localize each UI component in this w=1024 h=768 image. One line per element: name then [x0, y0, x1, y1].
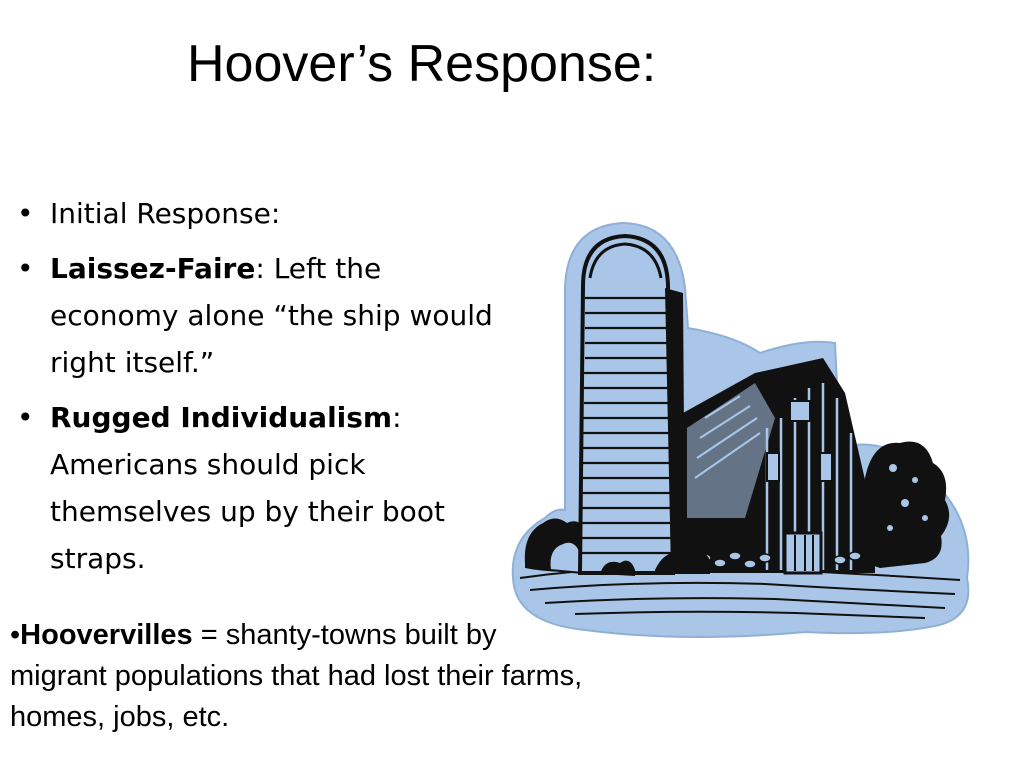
barn-and-silo-icon [505, 218, 975, 643]
bullet-term: Rugged Individualism [50, 401, 393, 434]
bullet-item-laissez-faire [17, 245, 517, 386]
hoovervilles-term: Hoovervilles [20, 619, 193, 651]
hoovervilles-definition: = shanty-towns built by migrant populations that had lost their farms, homes, jobs, etc. [10, 619, 583, 733]
hoovervilles-note [10, 615, 590, 738]
bullet-dot: • [17, 252, 34, 285]
bullet-item-initial-response [17, 190, 517, 237]
bullet-item-rugged-individualism [17, 394, 517, 582]
bullet-text: : Left the economy alone “the ship would right itself.” [50, 252, 493, 379]
bullet-text: : Americans should pick themselves up by their boot straps. [50, 401, 445, 575]
hoovervilles-bullet: • [10, 619, 21, 651]
bullet-dot: • [17, 197, 34, 230]
bullet-dot: • [17, 401, 34, 434]
bullet-text: Initial Response: [50, 197, 281, 230]
silo [580, 236, 685, 573]
slide-title: Hoover’s Response: [187, 35, 657, 93]
right-tree [857, 442, 949, 568]
bullet-term: Laissez-Faire [50, 252, 256, 285]
bullet-list [17, 190, 517, 590]
